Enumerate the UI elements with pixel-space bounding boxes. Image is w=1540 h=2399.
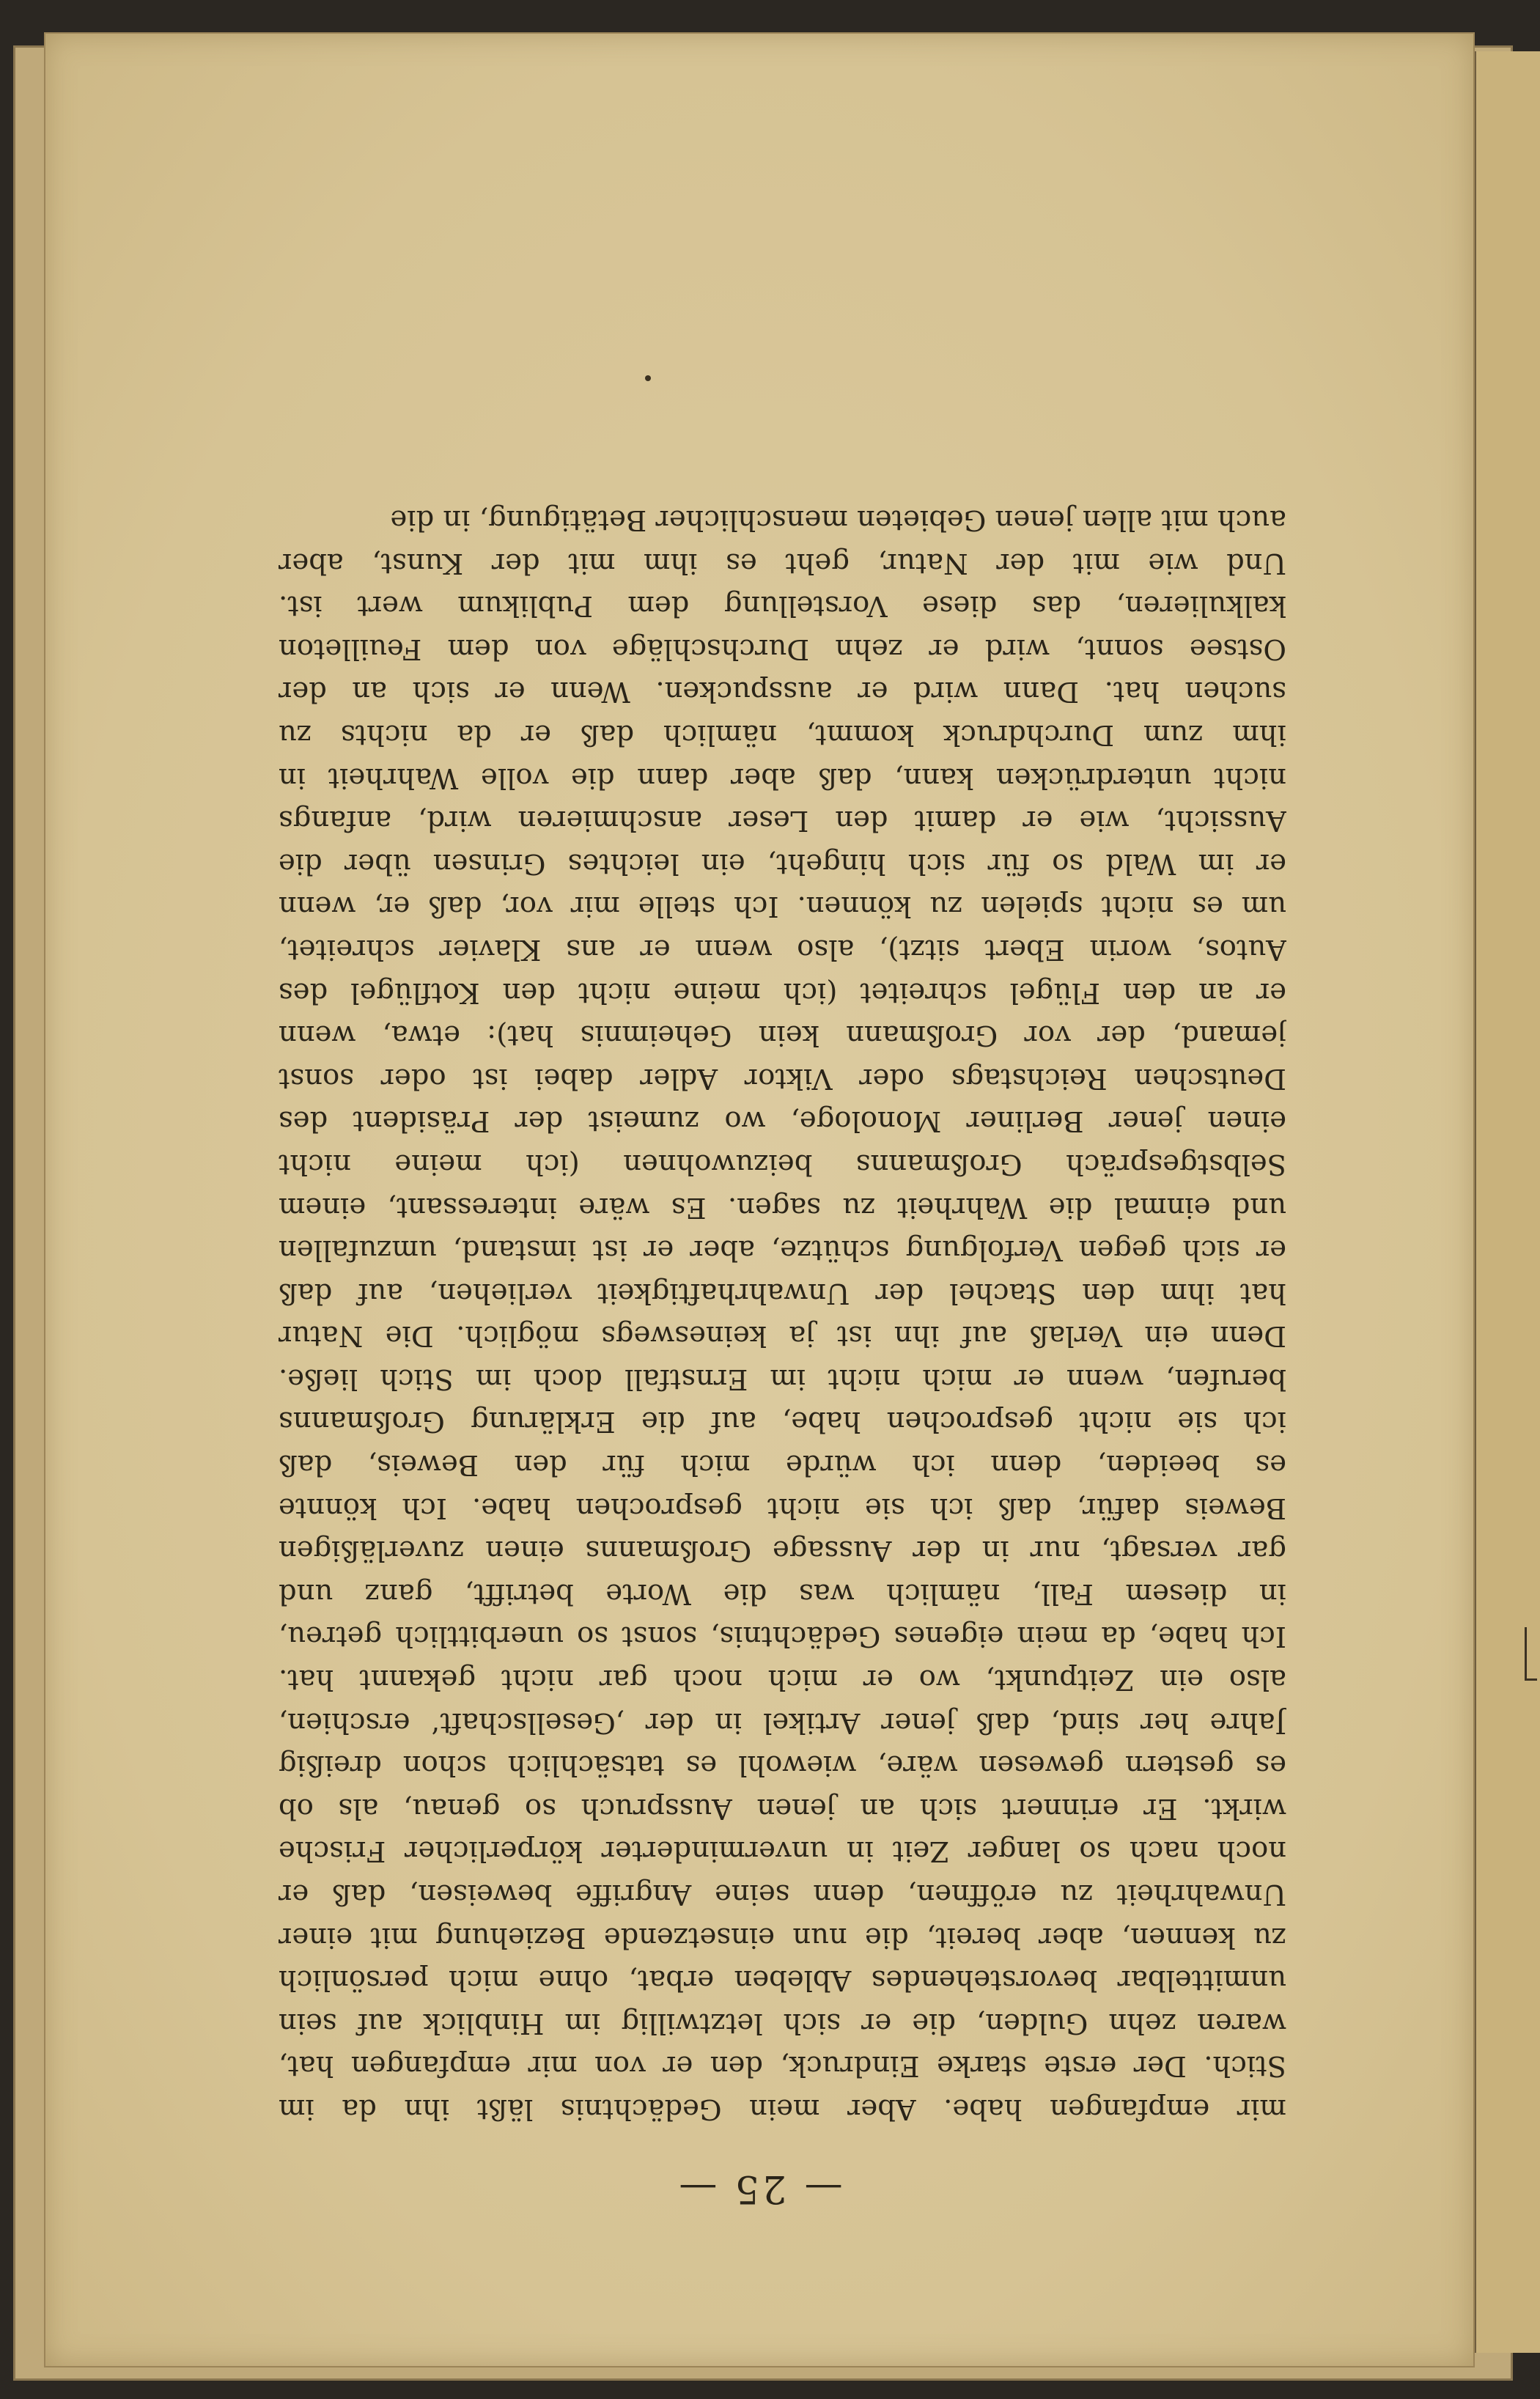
text-line: suchen hat. Dann wird er ausspucken. Wenn er sich an der: [279, 675, 1286, 709]
text-line: in diesem Fall, nämlich was die Worte betrifft, ganz und: [279, 1577, 1286, 1610]
text-line: waren zehn Gulden, die er sich letztwillig im Hinblick auf sein: [279, 2006, 1286, 2040]
text-line: hat ihm den Stachel der Unwahrhaftigkeit verliehen, auf daß: [279, 1276, 1286, 1310]
text-line: auch mit allen jenen Gebieten menschlicher Betätigung, in die: [390, 504, 1286, 537]
text-line: Aussicht, wie er damit den Leser anschmieren wird, anfangs: [279, 804, 1286, 838]
text-line: um es nicht spielen zu können. Ich stelle mir vor, daß er, wenn: [279, 890, 1286, 924]
text-line: ich sie nicht gesprochen habe, auf die Erklärung Großmanns: [279, 1405, 1286, 1439]
text-line: berufen, wenn er mich nicht im Ernstfall doch im Stich ließe.: [279, 1362, 1286, 1396]
text-line: er sich gegen Verfolgung schütze, aber er ist imstand, umzufallen: [279, 1234, 1286, 1267]
facing-page-edge: [1473, 51, 1540, 2353]
text-line: er an den Flügel schreitet (ich meine nicht den Kotflügel des: [279, 976, 1286, 1009]
body-text: [279, 498, 1286, 2130]
page-number: — 25 —: [676, 2167, 843, 2211]
text-line: es beeiden, denn ich würde mich für den Beweis, daß: [279, 1448, 1286, 1482]
text-line: Beweis dafür, daß ich sie nicht gesprochen habe. Ich könnte: [279, 1491, 1286, 1525]
text-line: jemand, der vor Großmann kein Geheimnis hat): etwa, wenn: [279, 1019, 1286, 1053]
text-line: es gestern gewesen wäre, wiewohl es tatsächlich schon dreißig: [279, 1749, 1286, 1783]
text-line: Ostsee sonnt, wird er zehn Durchschläge von dem Feuilleton: [279, 632, 1286, 666]
text-line: Und wie mit der Natur, geht es ihm mit der Kunst, aber: [279, 546, 1286, 580]
text-line: zu kennen, aber bereit, die nun einsetzende Beziehung mit einer: [279, 1920, 1286, 1954]
text-line: Autos, worin Ebert sitzt), also wenn er ans Klavier schreitet,: [279, 932, 1286, 966]
text-line: einen jener Berliner Monologe, wo zumeist der Präsident des: [279, 1105, 1286, 1138]
text-line: Denn ein Verlaß auf ihn ist ja keineswegs möglich. Die Natur: [279, 1319, 1286, 1353]
text-line: nicht unterdrücken kann, daß aber dann die volle Wahrheit in: [279, 761, 1286, 795]
text-line: Selbstgespräch Großmanns beizuwohnen (ich meine nicht: [279, 1147, 1286, 1181]
rotated-page-content: [45, 34, 1473, 2366]
text-line: Ich habe, da mein eigenes Gedächtnis, sonst so unerbittlich getreu,: [279, 1620, 1286, 1654]
text-line: Deutschen Reichstags oder Viktor Adler dabei ist oder sonst: [279, 1061, 1286, 1095]
ink-spot: [645, 375, 651, 381]
text-line: ihm zum Durchdruck kommt, nämlich daß er da nichts zu: [279, 718, 1286, 751]
text-line: und einmal die Wahrheit zu sagen. Es wäre interessant, einem: [279, 1190, 1286, 1224]
text-line: er im Wald so für sich hingeht, ein leichtes Grinsen über die: [279, 847, 1286, 880]
text-line: Unwahrheit zu eröffnen, denn seine Angriffe beweisen, daß er: [279, 1878, 1286, 1912]
text-line: Stich. Der erste starke Eindruck, den er von mir empfangen hat,: [279, 2049, 1286, 2083]
text-line: mir empfangen habe. Aber mein Gedächtnis läßt ihn da im: [279, 2093, 1286, 2126]
text-line: gar versagt, nur in der Aussage Großmanns einen zuverläßigen: [279, 1534, 1286, 1568]
book-page: [44, 32, 1475, 2367]
text-line: kalkulieren, das diese Vorstellung dem Publikum wert ist.: [279, 589, 1286, 623]
text-line: wirkt. Er erinnert sich an jenen Ausspruch so genau, als ob: [279, 1791, 1286, 1825]
text-line: also ein Zeitpunkt, wo er mich noch gar nicht gekannt hat.: [279, 1663, 1286, 1697]
margin-mark: [1525, 1627, 1537, 1681]
text-line: noch nach so langer Zeit in unverminderter körperlicher Frische: [279, 1835, 1286, 1868]
text-line: unmittelbar bevorstehendes Ableben erbat, ohne mich persönlich: [279, 1964, 1286, 1997]
text-line: Jahre her sind, daß jener Artikel in der ‚Gesellschaft‘ erschien,: [279, 1706, 1286, 1739]
